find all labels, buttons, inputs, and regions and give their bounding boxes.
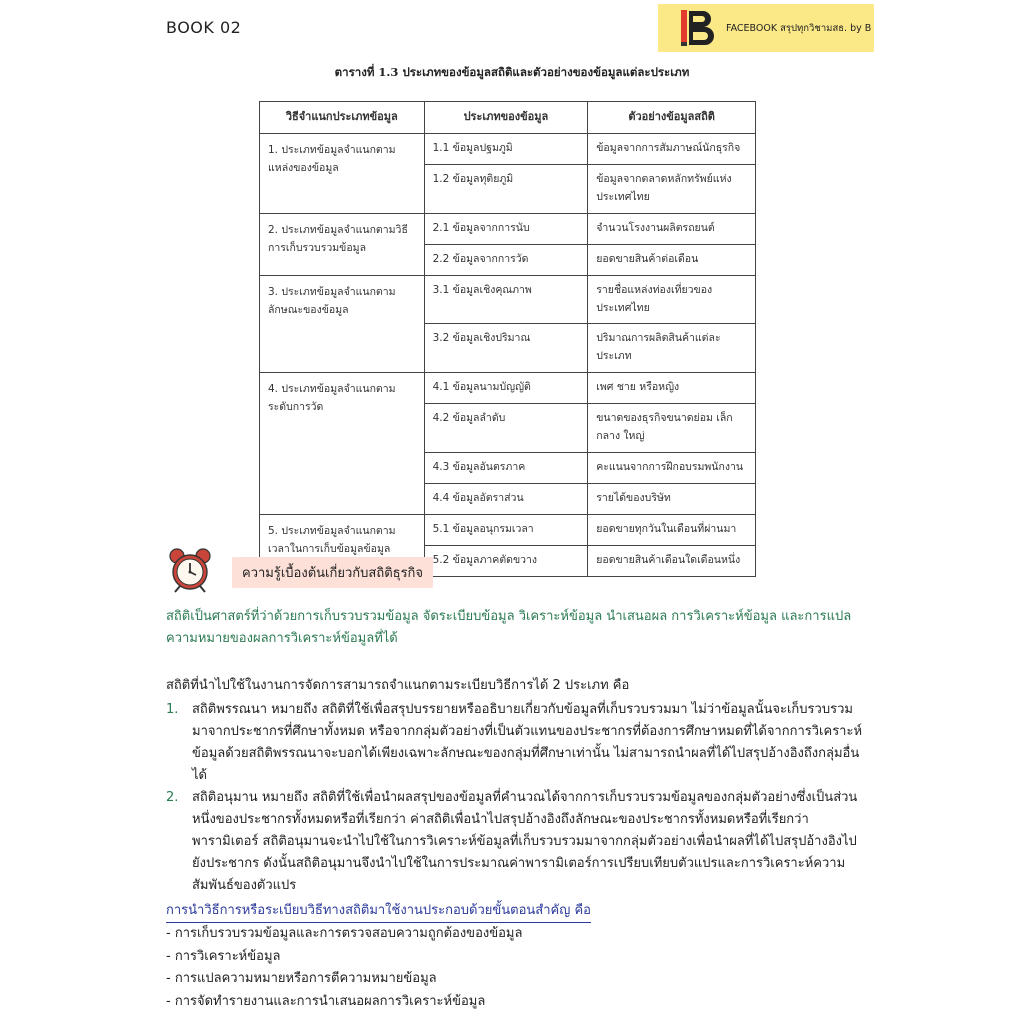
example-cell: ยอดขายทุกวันในเดือนที่ผ่านมา (588, 514, 756, 545)
example-cell: ข้อมูลจากตลาดหลักทรัพย์แห่งประเทศไทย (588, 165, 756, 214)
type-cell: 1.2 ข้อมูลทุติยภูมิ (424, 165, 588, 214)
list-number: 2. (166, 790, 179, 805)
type-cell: 3.1 ข้อมูลเชิงคุณภาพ (424, 275, 588, 324)
table-row (260, 134, 756, 165)
list-item: - การจัดทำรายงานและการนำเสนอผลการวิเคราะห์ข้อมูล (166, 991, 522, 1014)
type-cell: 4.1 ข้อมูลนามบัญญัติ (424, 373, 588, 404)
column-header: ตัวอย่างข้อมูลสถิติ (588, 102, 756, 134)
type-cell: 4.2 ข้อมูลลำดับ (424, 404, 588, 453)
steps-list (166, 923, 522, 1013)
column-header: วิธีจำแนกประเภทข้อมูล (260, 102, 425, 134)
example-cell: ยอดขายสินค้าต่อเดือน (588, 244, 756, 275)
method-cell: 5. ประเภทข้อมูลจำแนกตามเวลาในการเก็บข้อมูลข้อมูล (260, 514, 425, 576)
type-cell: 4.4 ข้อมูลอัตราส่วน (424, 483, 588, 514)
list-number: 1. (166, 702, 179, 717)
type-cell: 2.1 ข้อมูลจากการนับ (424, 213, 588, 244)
table-row (260, 373, 756, 404)
table-row (260, 514, 756, 545)
list-item: - การวิเคราะห์ข้อมูล (166, 946, 522, 969)
intro-paragraph: สถิติเป็นศาสตร์ที่ว่าด้วยการเก็บรวบรวมข้อมูล จัดระเบียบข้อมูล วิเคราะห์ข้อมูล นำเสนอผล การวิเคราะห์ข้อมูล และการแปลความหมายของผลการวิเคราะห์ข้อมูลที่ได้ (166, 609, 852, 646)
example-cell: ข้อมูลจากการสัมภาษณ์นักธุรกิจ (588, 134, 756, 165)
example-cell: ขนาดของธุรกิจขนาดย่อม เล็ก กลาง ใหญ่ (588, 404, 756, 453)
method-cell: 1. ประเภทข้อมูลจำแนกตามแหล่งของข้อมูล (260, 134, 425, 214)
example-cell: รายได้ของบริษัท (588, 483, 756, 514)
table-header-row (260, 102, 756, 134)
table-row (260, 213, 756, 244)
list-item-text: สถิติอนุมาน หมายถึง สถิติที่ใช้เพื่อนำผลสรุปของข้อมูลที่คำนวณได้จากการเก็บรวบรวมข้อมูลของกลุ่มตัวอย่างซึ่งเป็นส่วนหนึ่งของประชากรทั้งหมดหรือที่เรียกว่า ค่าสถิติเพื่อนำไปสรุปอ้างอิงถึงลักษณะของประชากรทั้งหมดหรือที่เรียกว่า พารามิเตอร์ สถิติอนุมานจะนำไปใช้ในการวิเคราะห์ข้อมูลที่เก็บรวบรวมมาจากกลุ่มตัวอย่างเพื่อนำผลที่ได้ไปสรุปอ้างอิงไปยังประชากร ดังนั้นสถิติอนุมานจึงนำไปใช้ในการประมาณค่าพารามิเตอร์การเปรียบเทียบตัวแปรและการวิเคราะห์ความสัมพันธ์ของตัวแปร (192, 790, 858, 893)
type-cell: 2.2 ข้อมูลจากการวัด (424, 244, 588, 275)
list-item (166, 699, 866, 787)
alarm-clock-icon (166, 546, 214, 594)
type-cell: 5.1 ข้อมูลอนุกรมเวลา (424, 514, 588, 545)
method-cell: 4. ประเภทข้อมูลจำแนกตามระดับการวัด (260, 373, 425, 515)
example-cell: จำนวนโรงงานผลิตรถยนต์ (588, 213, 756, 244)
banner-text: FACEBOOK สรุปทุกวิชามสธ. by B (726, 22, 872, 34)
book-label: BOOK 02 (166, 18, 242, 37)
table-row (260, 275, 756, 324)
method-cell: 2. ประเภทข้อมูลจำแนกตามวิธีการเก็บรวบรวมข้อมูล (260, 213, 425, 275)
statistics-types-list (166, 699, 866, 897)
list-item-text: สถิติพรรณนา หมายถึง สถิติที่ใช้เพื่อสรุปบรรยายหรืออธิบายเกี่ยวกับข้อมูลที่เก็บรวบรวมมา ไม่ว่าข้อมูลนั้นจะเก็บรวบรวมมาจากประชากรที่ศึกษาทั้งหมด หรือจากกลุ่มตัวอย่างที่เป็นตัวแทนของประชากรที่ต้องการศึกษาหมดที่ได้จากการวิเคราะห์ข้อมูลด้วยสถิติพรรณนาจะบอกได้เพียงเฉพาะลักษณะของกลุ่มที่ศึกษาเท่านั้น ไม่สามารถนำผลที่ได้ไปสรุปอ้างอิงถึงกลุ่มอื่นได้ (192, 702, 863, 783)
column-header: ประเภทของข้อมูล (424, 102, 588, 134)
b-pencil-logo-icon (680, 8, 716, 48)
type-cell: 1.1 ข้อมูลปฐมภูมิ (424, 134, 588, 165)
example-cell: ยอดขายสินค้าเดือนใดเดือนหนึ่ง (588, 545, 756, 576)
list-item (166, 787, 866, 897)
type-cell: 3.2 ข้อมูลเชิงปริมาณ (424, 324, 588, 373)
facebook-banner (658, 4, 874, 52)
method-cell: 3. ประเภทข้อมูลจำแนกตามลักษณะของข้อมูล (260, 275, 425, 372)
section-title-chip: ความรู้เบื้องต้นเกี่ยวกับสถิติธุรกิจ (232, 557, 433, 588)
steps-heading: การนำวิธีการหรือระเบียบวิธีทางสถิติมาใช้งานประกอบด้วยขั้นตอนสำคัญ คือ (166, 901, 591, 923)
table-caption: ตารางที่ 1.3 ประเภทของข้อมูลสถิติและตัวอย่างของข้อมูลแต่ละประเภท (334, 65, 690, 79)
example-cell: เพศ ชาย หรือหญิง (588, 373, 756, 404)
lead-paragraph: สถิติที่นำไปใช้ในงานการจัดการสามารถจำแนกตามระเบียบวิธีการได้ 2 ประเภท คือ (166, 678, 630, 693)
example-cell: รายชื่อแหล่งท่องเที่ยวของประเทศไทย (588, 275, 756, 324)
list-item: - การเก็บรวบรวมข้อมูลและการตรวจสอบความถูกต้องของข้อมูล (166, 923, 522, 946)
type-cell: 4.3 ข้อมูลอันตรภาค (424, 452, 588, 483)
example-cell: ปริมาณการผลิตสินค้าแต่ละประเภท (588, 324, 756, 373)
data-types-table (259, 101, 756, 577)
type-cell: 5.2 ข้อมูลภาคตัดขวาง (424, 545, 588, 576)
list-item: - การแปลความหมายหรือการตีความหมายข้อมูล (166, 968, 522, 991)
example-cell: คะแนนจากการฝึกอบรมพนักงาน (588, 452, 756, 483)
